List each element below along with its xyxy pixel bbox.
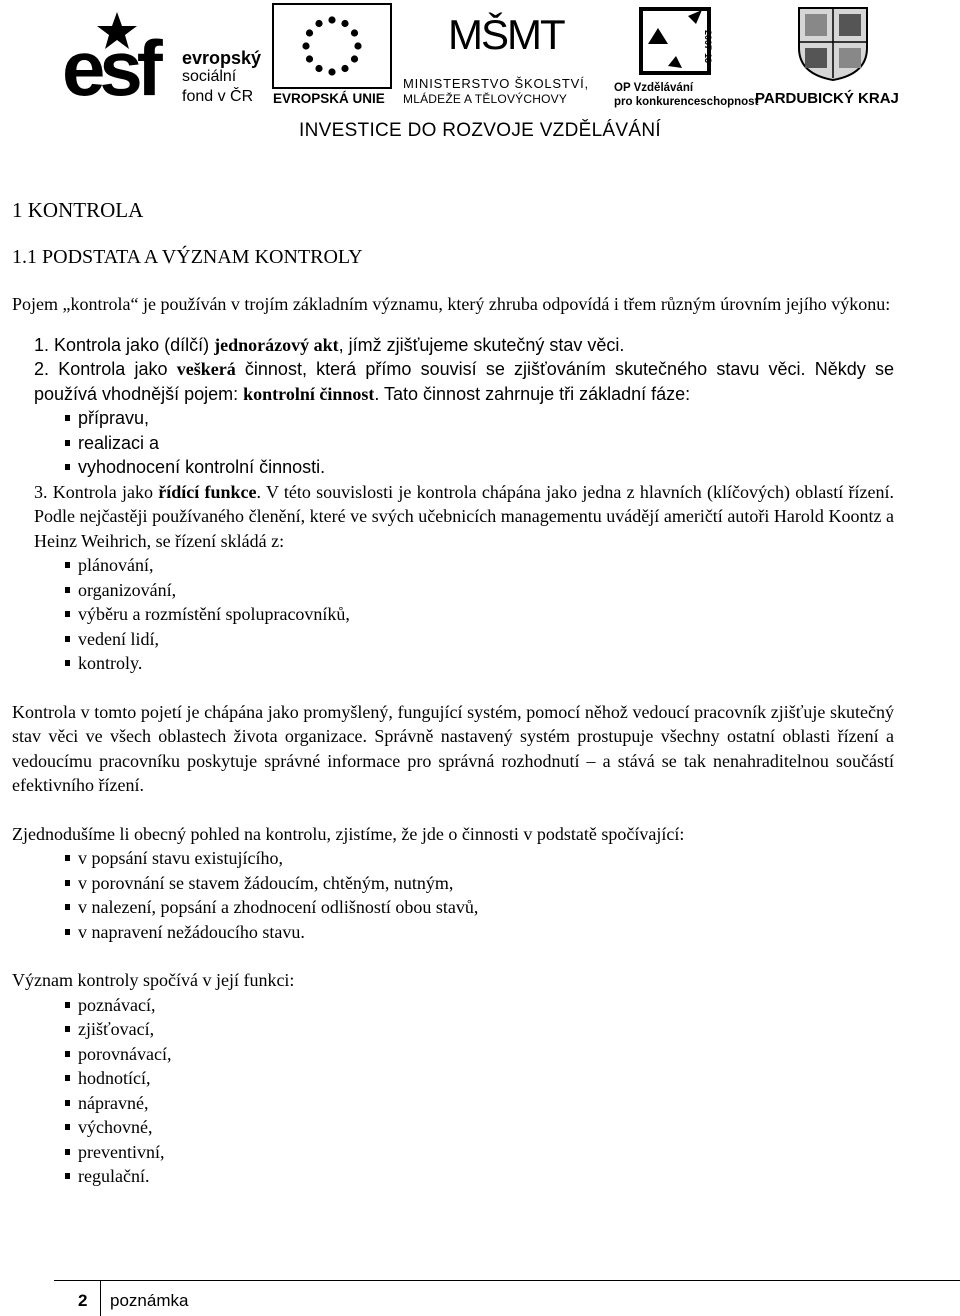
list-item: poznávací, — [78, 993, 894, 1018]
item3-pre: 3. Kontrola jako — [34, 481, 159, 502]
simplified-view-paragraph: Zjednodušíme li obecný pohled na kontrolu, zjistíme, že jde o činnosti v podstatě spočívající: — [12, 823, 685, 844]
tagline: INVESTICE DO ROZVOJE VZDĚLÁVÁNÍ — [299, 120, 661, 141]
item2-post: . Tato činnost zahrnuje tři základní fáze: — [374, 383, 691, 404]
item2-bold-1: veškerá — [176, 359, 236, 379]
op-arrows-icon — [638, 6, 728, 78]
list-item: porovnávací, — [78, 1042, 894, 1067]
list-item: organizování, — [78, 578, 894, 603]
phases-list — [12, 406, 894, 480]
list-item: hodnotící, — [78, 1066, 894, 1091]
item1-pre: 1. Kontrola jako (dílčí) — [34, 334, 215, 355]
list-item: preventivní, — [78, 1140, 894, 1165]
list-item: v napravení nežádoucího stavu. — [78, 920, 894, 945]
list-item: zjišťovací, — [78, 1017, 894, 1042]
document-body — [12, 196, 894, 1189]
meaning-item-3 — [12, 480, 894, 554]
msmt-line2: MLÁDEŽE A TĚLOVÝCHOVY — [403, 92, 568, 106]
op-line2: pro konkurenceschopnost — [614, 96, 759, 108]
item3-post: . V této souvislosti je kontrola chápána jako jedna z hlavních (klíčových) oblastí řízení. Podle nejčastěji používaného členění, které ve svých učebnicích managementu uvádějí američtí autoři Harold Koontz a Heinz Weihrich, se řízení skládá z: — [34, 481, 895, 551]
item2-mid: činnost, která přímo souvisí se zjišťováním skutečného stavu věci. Někdy se používá vhodnější pojem: — [34, 359, 895, 404]
list-item: regulační. — [78, 1164, 894, 1189]
op-year: 2007-13 — [703, 30, 713, 64]
item3-bold: řídící funkce — [158, 481, 257, 502]
list-item: realizaci a — [78, 431, 894, 456]
significance-paragraph: Význam kontroly spočívá v její funkci: — [12, 970, 295, 990]
list-item: vedení lidí, — [78, 627, 894, 652]
footer-divider — [100, 1281, 101, 1316]
list-item: plánování, — [78, 553, 894, 578]
list-item: v porovnání se stavem žádoucím, chtěným, nutným, — [78, 871, 894, 896]
list-item: v popsání stavu existujícího, — [78, 846, 894, 871]
eu-logo — [272, 3, 392, 107]
list-item: výběru a rozmístění spolupracovníků, — [78, 602, 894, 627]
page-number: 2 — [78, 1291, 88, 1310]
roles-list — [12, 993, 894, 1189]
op-line1: OP Vzdělávání — [614, 82, 694, 94]
chapter-heading: 1 KONTROLA — [12, 198, 144, 222]
steps-list — [12, 846, 894, 944]
eu-flag-icon — [272, 3, 392, 89]
msmt-mark: MŠMT — [448, 11, 564, 58]
esf-line3: fond v ČR — [182, 88, 254, 105]
section-heading: 1.1 PODSTATA A VÝZNAM KONTROLY — [12, 246, 363, 268]
esf-line2: sociální — [182, 68, 237, 85]
intro-paragraph: Pojem „kontrola“ je používán v trojím základním významu, který zhruba odpovídá i třem různým úrovním jejího výkonu: — [12, 294, 891, 314]
region-label: PARDUBICKÝ KRAJ — [755, 90, 899, 107]
msmt-line1: MINISTERSTVO ŠKOLSTVÍ, — [403, 76, 589, 91]
list-item: přípravu, — [78, 406, 894, 431]
functions-list — [12, 553, 894, 676]
eu-label: EVROPSKÁ UNIE — [273, 91, 385, 106]
list-item: v nalezení, popsání a zhodnocení odlišností obou stavů, — [78, 895, 894, 920]
esf-logo — [62, 10, 272, 110]
region-logo — [755, 4, 905, 108]
list-item: vyhodnocení kontrolní činnosti. — [78, 455, 894, 480]
footer-note: poznámka — [110, 1291, 189, 1310]
meaning-item-1 — [12, 333, 894, 358]
msmt-logo — [400, 0, 605, 108]
item1-post: , jímž zjišťujeme skutečný stav věci. — [338, 334, 625, 355]
esf-line1: evropský — [182, 48, 262, 68]
item1-bold: jednorázový akt — [214, 334, 339, 355]
op-logo — [612, 6, 759, 108]
list-item: výchovné, — [78, 1115, 894, 1140]
meaning-item-2 — [12, 357, 894, 406]
header-logo-bar — [0, 0, 960, 150]
coat-of-arms-icon — [793, 4, 873, 82]
item2-pre: 2. Kontrola jako — [34, 359, 177, 379]
list-item: nápravné, — [78, 1091, 894, 1116]
system-paragraph: Kontrola v tomto pojetí je chápána jako promyšlený, fungující systém, pomocí něhož vedoucí pracovník zjišťuje skutečný stav věci ve všech oblastech života organizace. Správně nastavený systém prostupuje všechny ostatní oblasti řízení a vedoucímu pracovníku poskytuje správné informace pro správná rozhodnutí – a stává se tak nenahraditelnou součástí efektivního řízení. — [12, 701, 894, 795]
item2-bold-2: kontrolní činnost — [243, 383, 375, 404]
esf-mark: esf — [62, 24, 157, 112]
page-footer — [54, 1280, 960, 1311]
list-item: kontroly. — [78, 651, 894, 676]
